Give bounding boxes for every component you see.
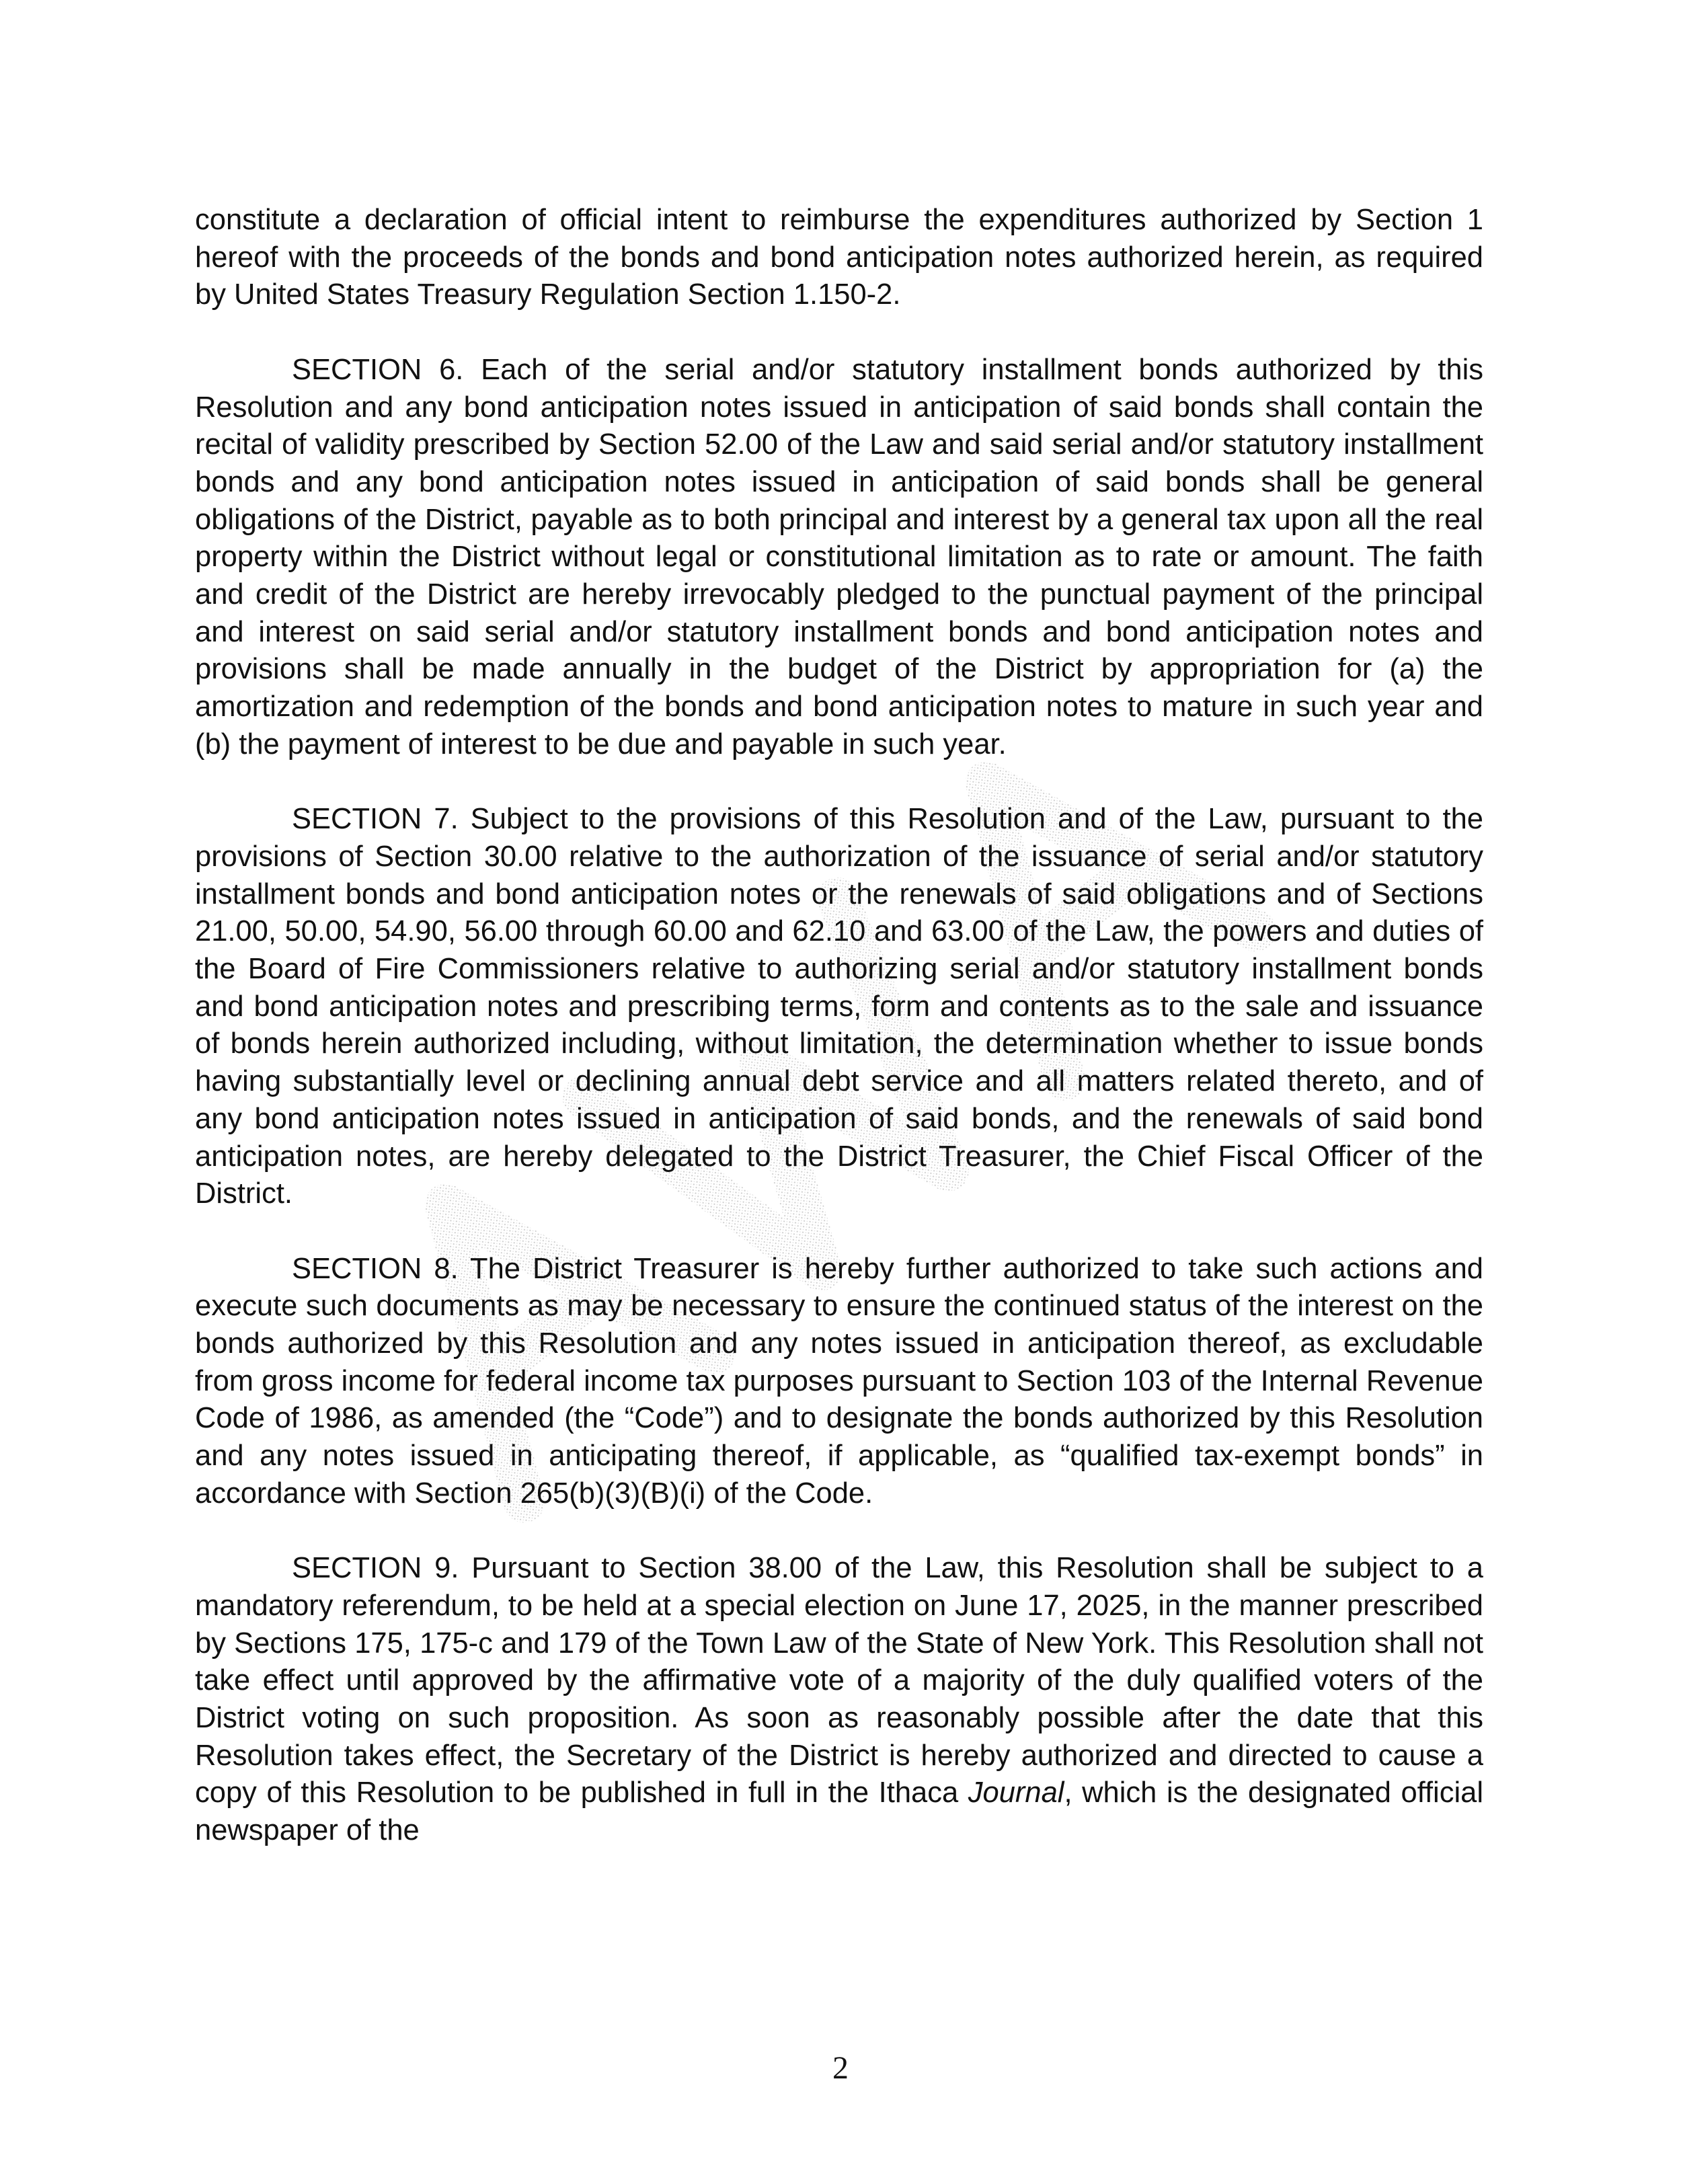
paragraph-text: Each of the serial and/or statutory installment bonds authorized by this Resolution and any bond anticipation notes issued in anticipation of said bonds shall contain the recital of validity prescribed by Section 52.00 of the Law and said serial and/or statutory installment bonds and any bond anticipation notes issued in anticipation of said bonds shall be general obligations of the District, payable as to both principal and interest by a general tax upon all the real property within the District without legal or constitutional limitation as to rate or amount. The faith and credit of the District are hereby irrevocably pledged to the punctual payment of the principal and interest on said serial and/or statutory installment bonds and bond anticipation notes and provisions shall be made annually in the budget of the District by appropriation for (a) the amortization and redemption of the bonds and bond anticipation notes to mature in such year and (b) the payment of interest to be due and payable in such year. [195, 353, 1483, 760]
section-heading: SECTION 6. [292, 353, 464, 386]
section-heading: SECTION 7. [292, 803, 459, 836]
paragraph-continuation [195, 202, 1483, 314]
paragraph-text: The District Treasurer is hereby further authorized to take such actions and execute such documents as may be necessary to ensure the continued status of the interest on the bonds authorized by this Resolution and any notes issued in anticipation thereof, as excludable from gross income for federal income tax purposes pursuant to Section 103 of the Internal Revenue Code of 1986, as amended (the “Code”) and to designate the bonds authorized by this Resolution and any notes issued in anticipating thereof, if applicable, as “qualified tax-exempt bonds” in accordance with Section 265(b)(3)(B)(i) of the Code. [195, 1252, 1483, 1510]
section-paragraph [195, 352, 1483, 764]
resolution-body [195, 202, 1483, 1887]
section-heading: SECTION 8. [292, 1252, 459, 1285]
section-paragraph [195, 1251, 1483, 1513]
paragraph-text-end: , which is the designated official newspaper of the [195, 1777, 1483, 1847]
paragraph-text: Pursuant to Section 38.00 of the Law, this Resolution shall be subject to a mandatory referendum, to be held at a special election on June 17, 2025, in the manner prescribed by Sections 175, 175-c and 179 of the Town Law of the State of New York. This Resolution shall not take effect until approved by the affirmative vote of a majority of the duly qualified voters of the District voting on such proposition. As soon as reasonably possible after the date that this Resolution takes effect, the Secretary of the District is hereby authorized and directed to cause a copy of this Resolution to be published in full in the Ithaca [195, 1552, 1484, 1809]
section-paragraph [195, 801, 1483, 1213]
page-number: 2 [832, 2050, 849, 2086]
paragraph-text: constitute a declaration of official intent to reimburse the expenditures authorized by Section 1 hereof with the proceeds of the bonds and bond anticipation notes authorized herein, as required by United States Treasury Regulation Section 1.150-2. [195, 204, 1483, 311]
section-heading: SECTION 9. [292, 1552, 459, 1585]
newspaper-name: Journal [968, 1777, 1064, 1809]
paragraph-text: Subject to the provisions of this Resolution and of the Law, pursuant to the provisions of Section 30.00 relative to the authorization of the issuance of serial and/or statutory installment bonds and bond anticipation notes or the renewals of said obligations and of Sections 21.00, 50.00, 54.90, 56.00 through 60.00 and 62.10 and 63.00 of the Law, the powers and duties of the Board of Fire Commissioners relative to authorizing serial and/or statutory installment bonds and bond anticipation notes and prescribing terms, form and contents as to the sale and issuance of bonds herein authorized including, without limitation, the determination whether to issue bonds having substantially level or declining annual debt service and all matters related thereto, and of any bond anticipation notes issued in anticipation of said bonds, and the renewals of said bond anticipation notes, are hereby delegated to the District Treasurer, the Chief Fiscal Officer of the District. [195, 803, 1483, 1210]
section-paragraph [195, 1550, 1483, 1850]
